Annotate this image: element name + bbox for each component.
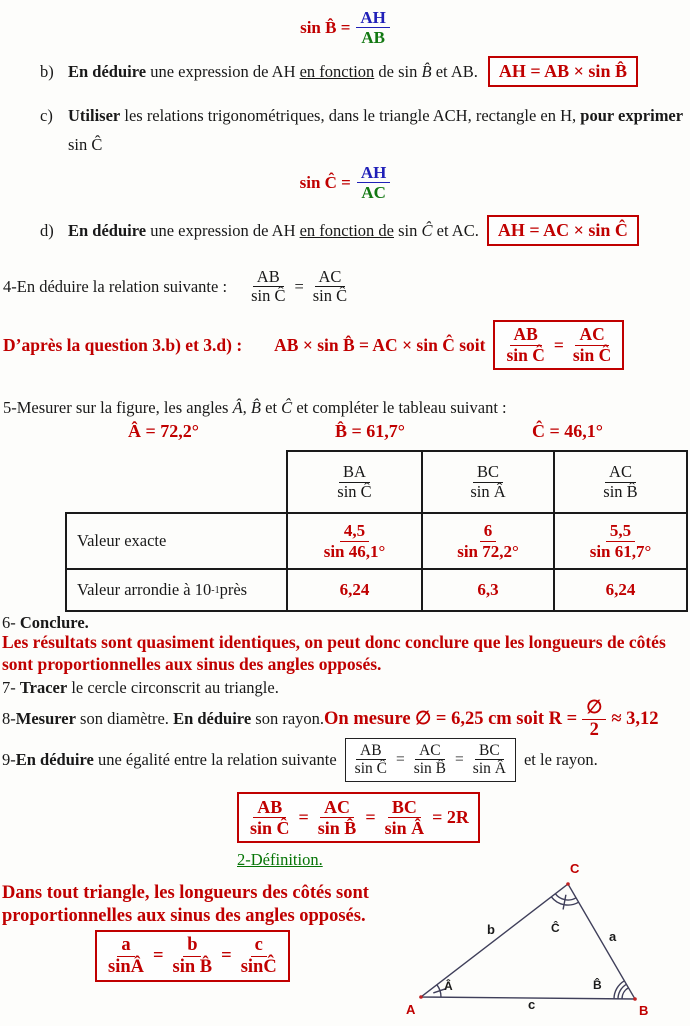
vertex-A-dot (419, 995, 423, 999)
fraction: $\frac{AB}{\text{sin Ĉ}}$ (250, 797, 290, 839)
table-header-2 (421, 450, 553, 512)
angle-C-value: Ĉ = 46,1° (532, 421, 603, 441)
question-8-text: 8-Mesurer son diamètre. En déduire son rayon. (2, 709, 325, 729)
triangle-diagram (396, 856, 688, 1024)
definition-box-wrapper (95, 930, 290, 982)
question-4-label: 4-En déduire la relation suivante : (3, 276, 228, 296)
angle-C-label: Ĉ (551, 921, 560, 935)
question-6-answer: Les résultats sont quasiment identiques, on peut donc conclure que les longueurs de côtés sont proportionnelles aux sinus des angles opposés. (2, 632, 666, 674)
fraction: $\frac{c}{\sin Ĉ}$ (240, 935, 277, 977)
angle-A-value: Â = 72,2° (128, 421, 199, 441)
fraction: $\frac{b}{\text{sin B̂}}$ (172, 935, 213, 977)
question-c-line2: sin Ĉ (68, 135, 103, 154)
fraction: $\frac{AB}{\text{sin Ĉ}}$ (251, 267, 286, 306)
table-cell (286, 512, 421, 568)
question-d-text: En déduire une expression de AH en fonction de sin Ĉ et AC. (68, 220, 479, 240)
equals-sign: = (395, 750, 405, 768)
question-9-line (2, 738, 598, 782)
angle-B-label: B̂ (593, 978, 602, 992)
question-b-line (40, 56, 638, 87)
vertex-C-dot (566, 882, 570, 886)
fraction: $\frac{AC}{\text{sin Ĉ}}$ (312, 267, 348, 306)
equals-sign: = (221, 945, 232, 966)
fraction-denominator: AC (361, 183, 386, 203)
question-b-text: En déduire une expression de AH en fonction de sin B̂ et AB. (68, 61, 478, 81)
formula-sinC (0, 163, 690, 202)
fraction (356, 8, 390, 47)
vertex-B-dot (633, 997, 637, 1001)
fraction-numerator: AH (356, 8, 390, 28)
fraction: $\frac{AC}{\text{sin B̂}}$ (603, 462, 638, 501)
vertex-B-label: B (639, 1003, 649, 1018)
fraction: $\frac{a}{\sin Â}$ (108, 935, 144, 977)
table-cell (553, 512, 688, 568)
formula-sinB-lhs: sin B̂ = (300, 17, 351, 37)
equals-sign: = (365, 807, 376, 828)
fraction (357, 163, 391, 202)
question-c-text: Utiliser les relations trigonométriques, dans le triangle ACH, rectangle en H, pour exprimer (68, 106, 684, 125)
answer-box-4 (493, 320, 624, 370)
angle-C-tick (563, 895, 566, 910)
fraction-denominator: AB (361, 28, 385, 48)
fraction: $\frac{6}{\sin 72,2^\circ}$ (457, 521, 519, 561)
answer-equation: AB × sin B̂ = AC × sin Ĉ soit (274, 334, 486, 355)
definition-box (95, 930, 290, 982)
equals-sign: = (455, 750, 464, 768)
question-4-line (3, 268, 349, 306)
angle-B-value: B̂ = 61,7° (335, 421, 405, 441)
fraction: $\frac{AB}{\text{sin Ĉ}}$ (506, 324, 545, 365)
table-cell (421, 512, 553, 568)
question-5-line: 5-Mesurer sur la figure, les angles Â, B̂ et Ĉ et compléter le tableau suivant : (3, 398, 507, 417)
fraction: $\frac{AB}{\text{sin Ĉ}}$ (354, 742, 387, 778)
table-cell: 6,3 (421, 568, 553, 612)
fraction: $\frac{BC}{\text{sin Â}}$ (384, 797, 425, 839)
table-row-label: Valeur exacte (65, 512, 286, 568)
question-c-line (40, 106, 688, 155)
answer-box-d: AH = AC × sin Ĉ (487, 215, 639, 246)
table-cell: 6,24 (286, 568, 421, 612)
item-marker: c) (40, 106, 53, 125)
superscript: -1 (211, 584, 220, 596)
table-row-label: Valeur arrondie à 10 -1 près (65, 568, 286, 612)
question-d-line (40, 215, 639, 246)
question-6-line: 6- Conclure. (2, 613, 89, 632)
definition-body: Dans tout triangle, les longueurs des côtés sont proportionnelles aux sinus des angles opposés. (2, 883, 369, 927)
side-c-label: c (528, 997, 536, 1012)
fraction: $\frac{BA}{\text{sin Ĉ}}$ (337, 462, 372, 501)
angle-values-row (0, 421, 690, 447)
radius-term: = 2R (432, 807, 469, 828)
question-8-line (2, 698, 659, 740)
side-a-label: a (609, 929, 617, 944)
fraction: $\frac{\emptyset}{2}$ (582, 698, 606, 740)
fraction: $\frac{AC}{\text{sin B̂}}$ (317, 797, 357, 839)
table-corner-empty (65, 450, 286, 512)
formula-sinB (0, 8, 690, 47)
equals-sign: = (153, 945, 164, 966)
fraction: $\frac{AC}{\text{sin Ĉ}}$ (572, 324, 612, 365)
vertex-A-label: A (406, 1002, 416, 1017)
question-8-answer: On mesure ∅ = 6,25 cm soit R = $\frac{\emptyset}{2}$ ≈ 3,12 (324, 698, 659, 740)
formula-sinC-lhs: sin Ĉ = (299, 172, 351, 192)
side-b-label: b (487, 922, 495, 937)
item-marker: d) (40, 220, 54, 240)
angle-A-label: Â (444, 979, 453, 993)
table-header-1 (286, 450, 421, 512)
answer-lead: D’après la question 3.b) et 3.d) : (3, 334, 243, 355)
answer-box-b: AH = AB × sin B̂ (488, 56, 638, 87)
equals-sign: = (294, 276, 304, 296)
fraction: $\frac{BC}{\text{sin Â}}$ (472, 742, 506, 778)
triangle-sides (421, 884, 635, 999)
definition-heading: 2-Définition. (237, 850, 323, 869)
relation-fractions (249, 268, 349, 306)
fraction: $\frac{5,5}{\sin 61,7^\circ}$ (589, 521, 652, 561)
fraction: $\frac{BC}{\text{sin Â}}$ (470, 462, 506, 501)
question-4-answer-line (3, 320, 624, 370)
fraction-numerator: AH (357, 163, 391, 183)
angle-B-arc (622, 988, 628, 999)
relation-box (345, 738, 516, 782)
vertex-C-label: C (570, 861, 580, 876)
question-9-text: 9-En déduire une égalité entre la relation suivante (2, 749, 337, 769)
fraction: $\frac{AC}{\text{sin B̂}}$ (413, 742, 447, 778)
question-7-line: 7- Tracer le cercle circonscrit au triangle. (2, 678, 279, 697)
table-header-3 (553, 450, 688, 512)
equals-sign: = (553, 334, 564, 355)
ratio-table (65, 450, 688, 612)
triangle-svg (396, 856, 688, 1024)
question-9-tail: et le rayon. (523, 749, 598, 769)
answer-9-wrapper (237, 792, 480, 843)
table-cell: 6,24 (553, 568, 688, 612)
equals-sign: = (298, 807, 309, 828)
item-marker: b) (40, 61, 54, 81)
answer-box-9 (237, 792, 480, 843)
fraction: $\frac{4,5}{\sin 46,1^\circ}$ (323, 521, 386, 561)
